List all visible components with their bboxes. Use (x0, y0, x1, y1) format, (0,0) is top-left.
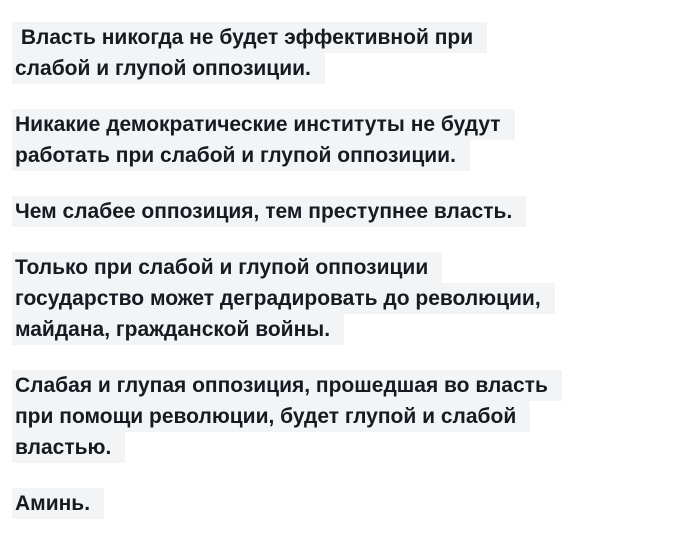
paragraph (12, 252, 669, 345)
text-line (12, 140, 669, 171)
highlighted-text: работать при слабой и глупой оппозиции. (12, 140, 470, 171)
paragraph (12, 196, 669, 227)
highlighted-text: Чем слабее оппозиция, тем преступнее власть. (12, 196, 526, 227)
text-line (12, 53, 669, 84)
text-line (12, 283, 669, 314)
text-line (12, 488, 669, 519)
paragraph (12, 488, 669, 519)
text-line (12, 196, 669, 227)
highlighted-text: при помощи революции, будет глупой и слабой (12, 401, 530, 432)
highlighted-text: слабой и глупой оппозиции. (12, 53, 325, 84)
highlighted-text: Власть никогда не будет эффективной при (12, 22, 487, 53)
highlighted-text: Аминь. (12, 488, 104, 519)
highlighted-text: майдана, гражданской войны. (12, 314, 344, 345)
text-line (12, 370, 669, 401)
text-line (12, 252, 669, 283)
text-line (12, 432, 669, 463)
text-line (12, 109, 669, 140)
text-line (12, 314, 669, 345)
paragraph (12, 22, 669, 84)
highlighted-text: властью. (12, 432, 125, 463)
text-line (12, 401, 669, 432)
highlighted-text: Никакие демократические институты не будут (12, 109, 515, 140)
highlighted-text: Слабая и глупая оппозиция, прошедшая во власть (12, 370, 562, 401)
text-line (12, 22, 669, 53)
highlighted-text: государство может деградировать до революции, (12, 283, 555, 314)
paragraph (12, 109, 669, 171)
paragraph (12, 370, 669, 463)
highlighted-text: Только при слабой и глупой оппозиции (12, 252, 442, 283)
